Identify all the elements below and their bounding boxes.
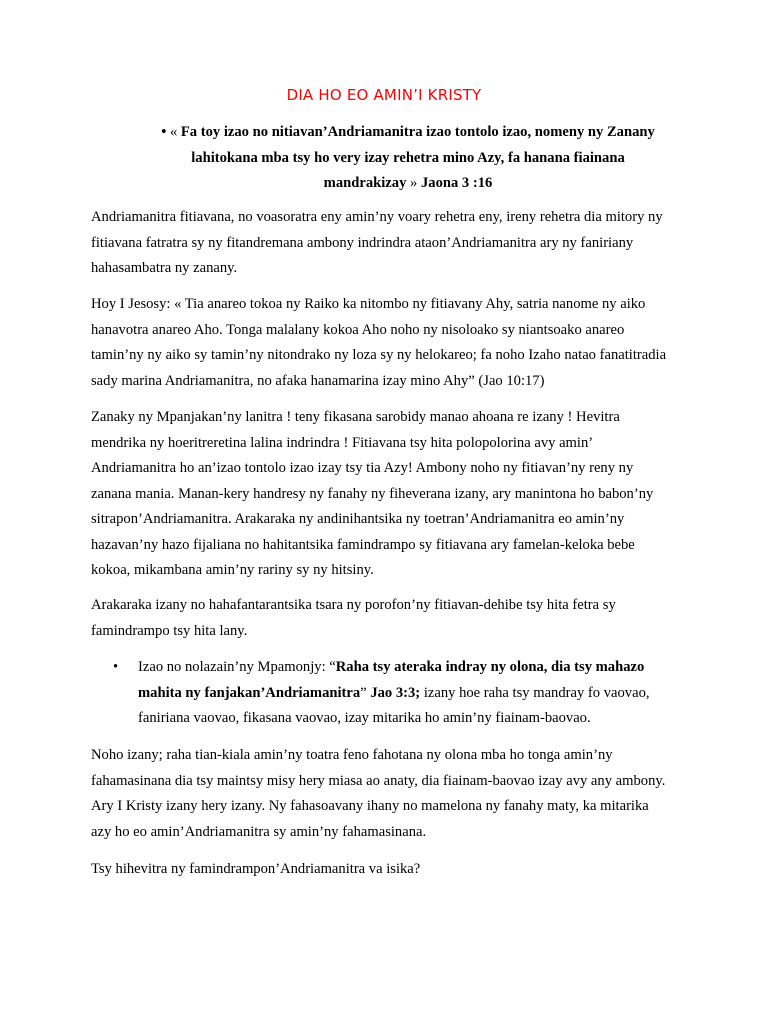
verse-close-quote: » (406, 175, 421, 191)
list-item-intro: Izao no nolazain’ny Mpamonjy: “ (138, 659, 336, 675)
paragraph-3: Zanaky ny Mpanjakan’ny lanitra ! teny fikasana sarobidy manao ahoana re izany ! Hevitra mendrika ny hoeritreretina lalina indrindra ! Fitiavana tsy hita polopolorina avy amin’ Andriamanitra ho an’izao tontolo izao izay tsy tia Azy! Ambony noho ny fitiavan’ny reny ny zanana mania. Manan-kery handresy ny fanahy ny fiheverana izany, ary manintona ho babon’ny sitrapon’Andriamanitra. Arakaraka ny andinihantsika ny toetran’Andriamanitra eo amin’ny hazavan’ny hazo fijaliana no hahitantsika famindrampo sy fitiavana ary famelan-keloka bebe kokoa, mikambana amin’ny rariny sy ny hitsiny. (91, 409, 654, 578)
list-item-close-quote: ” (360, 684, 371, 701)
list-item (138, 655, 678, 732)
paragraph-1: Andriamanitra fitiavana, no voasoratra eny amin’ny voary rehetra eny, ireny rehetra dia mitory ny fitiavana fatratra sy ny fitandremana ambony indrindra ataon’Andriamanitra ary ny faniriany hahasambatra ny zanany. (91, 209, 663, 276)
paragraph-2: Hoy I Jesosy: « Tia anareo tokoa ny Raiko ka nitombo ny fitiavany Ahy, satria nanome ny aiko hanavotra anareo Aho. Tonga malalany kokoa Aho noho ny nisoloako sy niantsoako anareo tamin’ny ny aiko sy tamin’ny nitondrako ny loza sy ny helokareo; fa noho Izaho natao fanatitradia sady marina Andriamanitra, no afaka hanamarina izay mino Ahy” (Jao 10:17) (91, 296, 667, 389)
verse-open-quote: « (166, 124, 181, 140)
verse-bullet: • (161, 124, 167, 140)
paragraph-5: Noho izany; raha tian-kiala amin’ny toatra feno fahotana ny olona mba ho tonga amin’ny fahamasinana dia tsy maintsy misy hery miasa ao anaty, dia fiainam-baovao izay avy any ambony. Ary I Kristy izany hery izany. Ny fahasoavany ihany no mamelona ny fanahy maty, ka mitarika azy ho eo amin’Andriamanitra sy amin’ny fahamasinana. (91, 747, 666, 840)
verse-text: Fa toy izao no nitiavan’Andriamanitra izao tontolo izao, nomeny ny Zanany lahitokana mba tsy ho very izay rehetra mino Azy, fa hanana fiainana mandrakizay (180, 124, 655, 191)
paragraph-6: Tsy hihevitra ny famindrampon’Andriamanitra va isika? (91, 861, 421, 877)
list-item-quote: Raha tsy ateraka indray ny olona, dia tsy mahazo mahita ny fanjakan’Andriamanitra (138, 659, 645, 701)
verse-reference: Jaona 3 :16 (420, 175, 493, 191)
opening-verse (150, 120, 666, 197)
list-bullet: • (113, 659, 119, 675)
page-title: DIA HO EO AMIN’I KRISTY (286, 86, 482, 104)
list-item-rest: izany hoe raha tsy mandray fo vaovao, faniriana vaovao, fikasana vaovao, izay mitarika ho amin’ny fiainam-baovao. (138, 684, 650, 726)
paragraph-4: Arakaraka izany no hahafantarantsika tsara ny porofon’ny fitiavan-dehibe tsy hita fetra sy famindrampo tsy hita lany. (91, 597, 616, 639)
list-item-reference: Jao 3:3; (370, 684, 421, 701)
